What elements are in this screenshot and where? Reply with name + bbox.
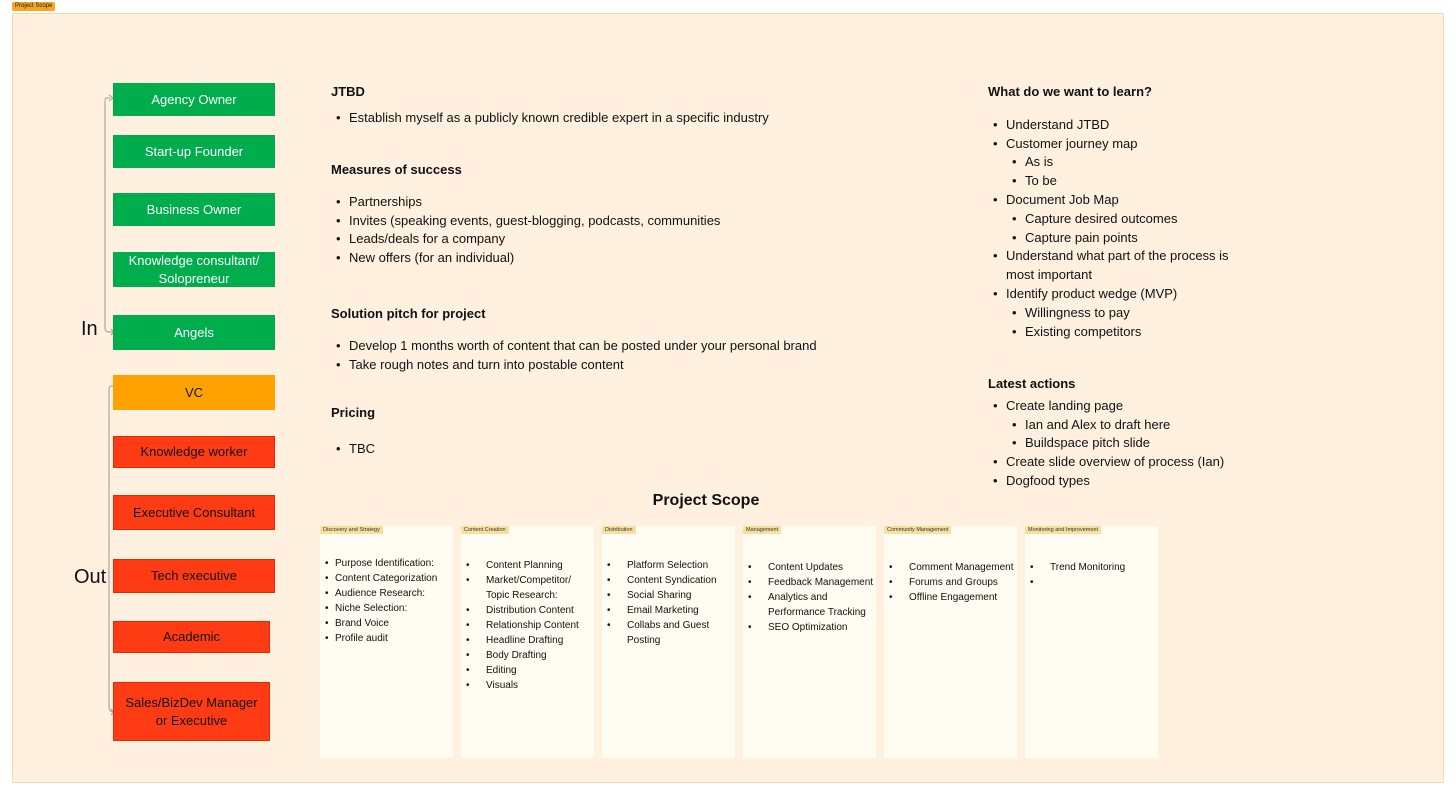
list-item: • Take rough notes and turn into postable content: [331, 356, 891, 375]
list-item: • Headline Drafting: [465, 633, 589, 648]
list-item: • Customer journey map: [988, 135, 1248, 154]
list-item: • Editing: [465, 663, 589, 678]
list-item: • Create landing page: [988, 397, 1248, 416]
list-item: • Offline Engagement: [888, 590, 1020, 605]
out-label: Out: [74, 566, 107, 588]
list-item: • Niche Selection:: [324, 601, 437, 616]
list-item: • Content Planning: [465, 558, 589, 573]
success-title: Measures of success: [331, 162, 462, 177]
out-bracket: [100, 380, 120, 720]
list-subitem: • As is: [988, 153, 1248, 172]
list-item: • Collabs and Guest Posting: [606, 618, 726, 648]
list-subitem: • Buildspace pitch slide: [988, 434, 1248, 453]
list-item: • Create slide overview of process (Ian): [988, 453, 1248, 472]
sticky-executive-consultant[interactable]: Executive Consultant: [113, 495, 275, 530]
list-item: • Social Sharing: [606, 588, 732, 603]
list-subitem: • To be: [988, 172, 1248, 191]
list-subitem: • Capture pain points: [988, 229, 1248, 248]
scope-card-distribution[interactable]: [602, 526, 735, 758]
list-subitem: • Capture desired outcomes: [988, 210, 1248, 229]
list-subitem: • Willingness to pay: [988, 304, 1248, 323]
sticky-startup-founder[interactable]: Start-up Founder: [113, 135, 275, 168]
scope-card-discovery[interactable]: [320, 526, 453, 758]
list-item: • Trend Monitoring: [1029, 560, 1155, 575]
list-item: • Document Job Map: [988, 191, 1248, 210]
pricing-block: [331, 404, 891, 459]
list-item: • Body Drafting: [465, 648, 589, 663]
scope-card-community[interactable]: [884, 526, 1017, 758]
scope-card-monitoring[interactable]: [1025, 526, 1158, 758]
sticky-business-owner[interactable]: Business Owner: [113, 193, 275, 226]
list-item: • Feedback Management: [747, 575, 879, 590]
list-item: • SEO Optimization: [747, 620, 879, 635]
sticky-tech-executive[interactable]: Tech executive: [113, 559, 275, 593]
list-item: • Content Syndication: [606, 573, 732, 588]
list-item: • Partnerships: [331, 193, 891, 212]
scope-card-management[interactable]: [743, 526, 876, 758]
card-tag: Management: [743, 526, 781, 534]
card-tag: Monitoring and Improvement: [1025, 526, 1101, 534]
list-item: • New offers (for an individual): [331, 249, 891, 268]
list-item: • Relationship Content: [465, 618, 589, 633]
card-tag: Content Creation: [461, 526, 509, 534]
list-item: • Brand Voice: [324, 616, 437, 631]
list-item: • Profile audit: [324, 631, 437, 646]
success-block: [331, 161, 891, 268]
list-item: • Purpose Identification:: [324, 556, 437, 571]
list-item: [1029, 575, 1155, 590]
sticky-sales-bizdev[interactable]: Sales/BizDev Manager or Executive: [113, 682, 270, 741]
list-item: • Content Updates: [747, 560, 879, 575]
sticky-vc[interactable]: VC: [113, 375, 275, 410]
frame-tag[interactable]: Project Scope: [12, 2, 55, 11]
jtbd-block: [331, 83, 891, 128]
list-item: • Email Marketing: [606, 603, 732, 618]
sticky-angels[interactable]: Angels: [113, 315, 275, 350]
list-subitem: • Ian and Alex to draft here: [988, 416, 1248, 435]
in-label: In: [81, 318, 98, 340]
list-item: • Understand JTBD: [988, 116, 1248, 135]
learn-title: What do we want to learn?: [988, 84, 1152, 99]
sticky-academic[interactable]: Academic: [113, 621, 270, 653]
list-item: • Identify product wedge (MVP): [988, 285, 1248, 304]
list-item: • Establish myself as a publicly known credible expert in a specific industry: [331, 109, 891, 128]
sticky-knowledge-worker[interactable]: Knowledge worker: [113, 436, 275, 468]
list-item: • Dogfood types: [988, 472, 1248, 491]
card-tag: Discovery and Strategy: [320, 526, 383, 534]
list-item: • TBC: [331, 440, 891, 459]
list-item: • Market/Competitor/ Topic Research:: [465, 573, 589, 603]
list-item: • Audience Research:: [324, 586, 437, 601]
list-item: • Content Categorization: [324, 571, 437, 586]
list-item: • Invites (speaking events, guest-blogging, podcasts, communities: [331, 212, 891, 231]
sticky-knowledge-consultant[interactable]: Knowledge consultant/ Solopreneur: [113, 252, 275, 287]
list-item: • Distribution Content: [465, 603, 589, 618]
learn-block: [988, 83, 1248, 341]
list-item: • Forums and Groups: [888, 575, 1020, 590]
list-item: • Visuals: [465, 678, 589, 693]
scope-title: Project Scope: [652, 492, 760, 509]
actions-block: [988, 375, 1248, 491]
scope-card-content-creation[interactable]: [461, 526, 594, 758]
card-tag: Distribution: [602, 526, 636, 534]
card-tag: Community Management: [884, 526, 951, 534]
sticky-agency-owner[interactable]: Agency Owner: [113, 83, 275, 116]
list-subitem: • Existing competitors: [988, 323, 1248, 342]
list-item: • Develop 1 months worth of content that can be posted under your personal brand: [331, 337, 891, 356]
list-item: • Analytics and Performance Tracking: [747, 590, 875, 620]
jtbd-title: JTBD: [331, 84, 365, 99]
list-item: • Understand what part of the process is most important: [988, 247, 1248, 285]
pricing-title: Pricing: [331, 405, 376, 420]
list-item: • Comment Management: [888, 560, 1020, 575]
actions-title: Latest actions: [988, 376, 1076, 391]
list-item: • Leads/deals for a company: [331, 230, 891, 249]
pitch-block: [331, 305, 891, 374]
list-item: • Platform Selection: [606, 558, 732, 573]
pitch-title: Solution pitch for project: [331, 306, 486, 321]
